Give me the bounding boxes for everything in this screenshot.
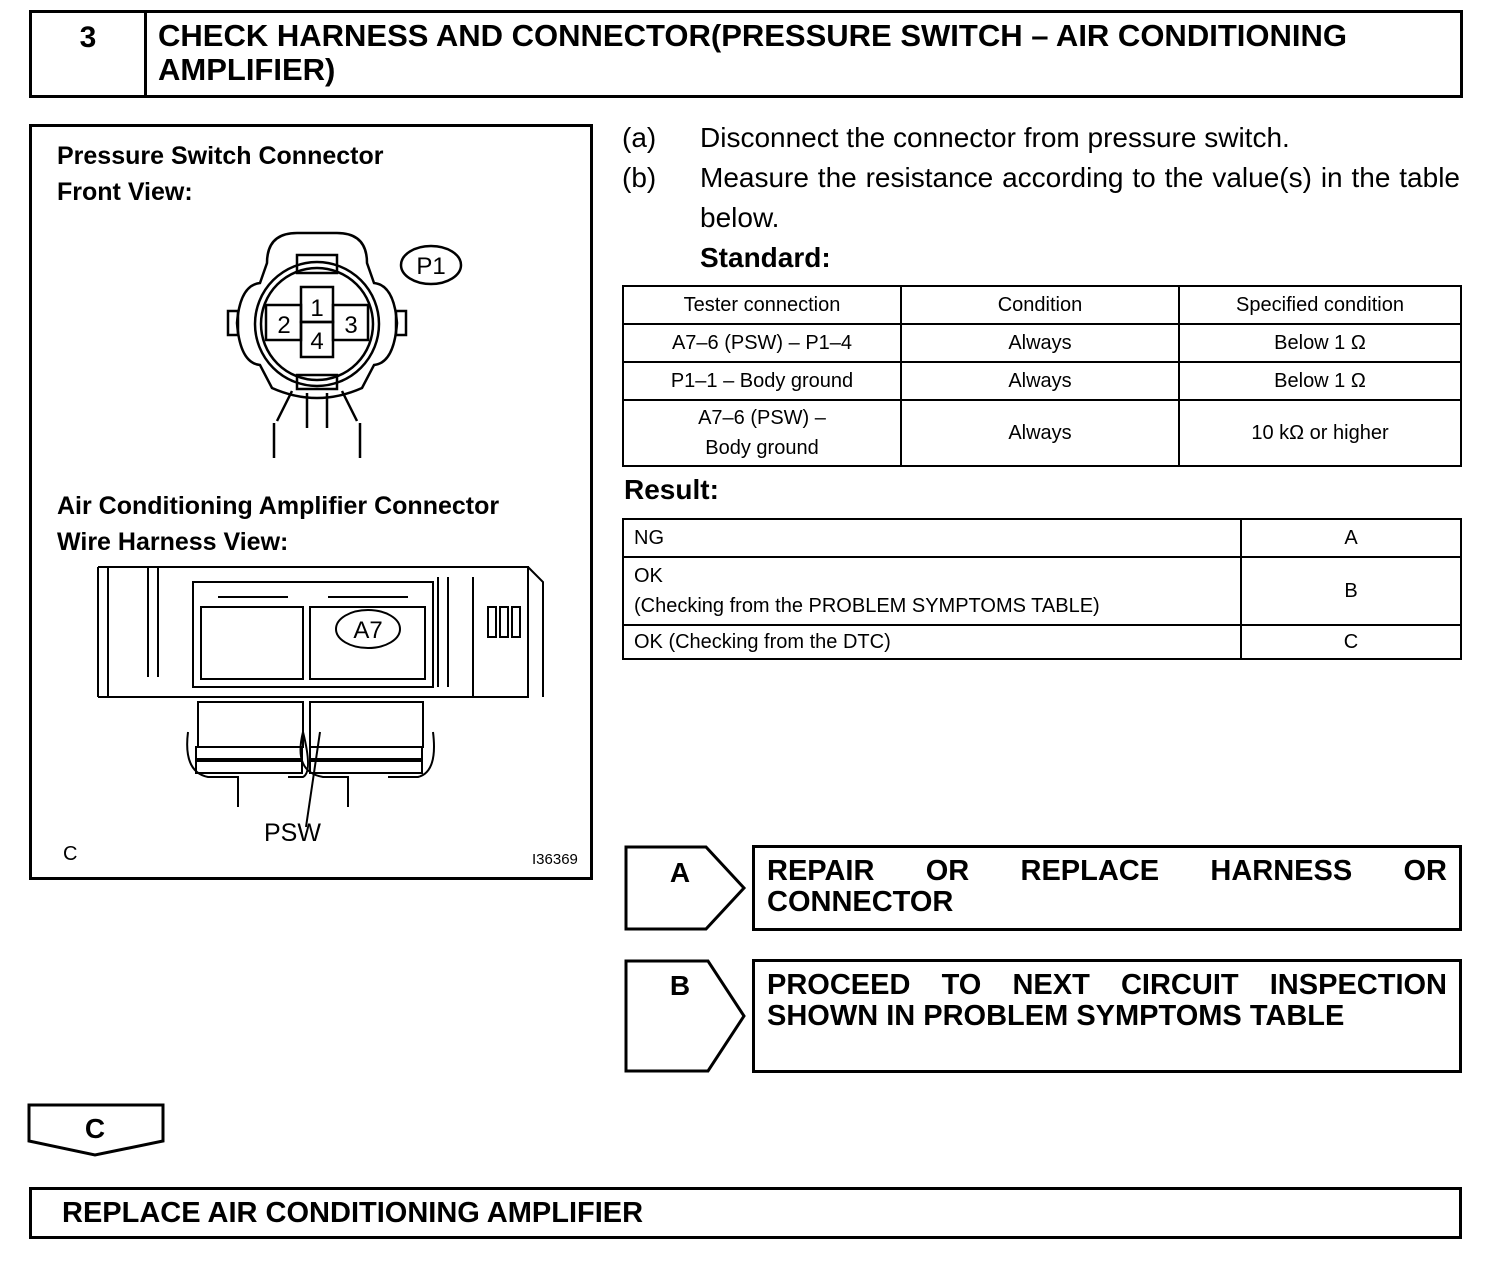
- standard-label: Standard:: [700, 242, 831, 273]
- wire-harness-view-label: Wire Harness View:: [57, 528, 289, 556]
- pressure-switch-label: Pressure Switch Connector: [57, 142, 384, 170]
- table-cell: [623, 400, 901, 466]
- result-condition: NG: [623, 519, 1241, 557]
- step-a-text: Disconnect the connector from pressure switch.: [700, 122, 1290, 153]
- step-b-key: (b): [622, 162, 657, 193]
- result-condition-line: OK: [634, 565, 663, 587]
- result-b-tag-label: B: [669, 970, 691, 1001]
- result-label: Result:: [624, 474, 719, 505]
- pin-3-label: 3: [344, 312, 358, 339]
- instructions: [622, 118, 1462, 288]
- result-condition-line: (Checking from the PROBLEM SYMPTOMS TABLE): [634, 595, 1100, 617]
- result-code: B: [1241, 557, 1461, 625]
- step-a-key: (a): [622, 122, 657, 153]
- table-cell: Always: [901, 400, 1179, 466]
- result-code: C: [1241, 625, 1461, 659]
- action-a-box: REPAIR OR REPLACE HARNESS OR CONNECTOR: [752, 845, 1462, 931]
- table-cell: P1–1 – Body ground: [623, 362, 901, 400]
- result-a-tag: [624, 845, 748, 931]
- table-cell: Always: [901, 362, 1179, 400]
- table-cell: Below 1 Ω: [1179, 324, 1461, 362]
- step-title: CHECK HARNESS AND CONNECTOR(PRESSURE SWITCH – AIR CONDITIONING AMPLIFIER): [158, 18, 1347, 87]
- table-cell-line: A7–6 (PSW) –: [698, 407, 826, 429]
- pin-1-label: 1: [310, 295, 324, 322]
- table-header: Condition: [901, 286, 1179, 324]
- amplifier-connector-label: Air Conditioning Amplifier Connector: [57, 492, 500, 520]
- psw-label: PSW: [264, 819, 321, 847]
- table-cell: Below 1 Ω: [1179, 362, 1461, 400]
- result-condition: OK (Checking from the DTC): [623, 625, 1241, 659]
- pin-4-label: 4: [310, 328, 324, 355]
- action-b-box: PROCEED TO NEXT CIRCUIT INSPECTION SHOWN IN PROBLEM SYMPTOMS TABLE: [752, 959, 1462, 1073]
- table-cell: Always: [901, 324, 1179, 362]
- result-a-tag-label: A: [669, 857, 691, 888]
- figure-corner-letter: C: [63, 843, 78, 865]
- step-header: [29, 10, 1463, 98]
- result-table: [622, 518, 1462, 660]
- figure-id: I36369: [532, 851, 578, 868]
- table-header: Tester connection: [623, 286, 901, 324]
- result-c-tag-label: C: [84, 1113, 106, 1144]
- table-cell-line: Body ground: [705, 437, 819, 459]
- result-code: A: [1241, 519, 1461, 557]
- front-view-label: Front View:: [57, 178, 193, 206]
- result-condition: [623, 557, 1241, 625]
- result-b-tag: [624, 959, 748, 1073]
- action-c-box: REPLACE AIR CONDITIONING AMPLIFIER: [29, 1187, 1462, 1239]
- amplifier-connector-drawing: [88, 547, 558, 847]
- result-c-tag: [27, 1103, 167, 1159]
- table-cell: A7–6 (PSW) – P1–4: [623, 324, 901, 362]
- step-number: 3: [32, 13, 147, 95]
- connector-a7-label: A7: [353, 617, 383, 644]
- step-b-text: Measure the resistance according to the value(s) in the table below.: [700, 162, 1460, 233]
- table-cell: 10 kΩ or higher: [1179, 400, 1461, 466]
- pressure-switch-connector-drawing: [212, 223, 472, 463]
- standard-table: [622, 285, 1462, 467]
- connector-p1-label: P1: [416, 253, 446, 280]
- table-header: Specified condition: [1179, 286, 1461, 324]
- pin-2-label: 2: [277, 312, 291, 339]
- connector-figure: [29, 124, 593, 880]
